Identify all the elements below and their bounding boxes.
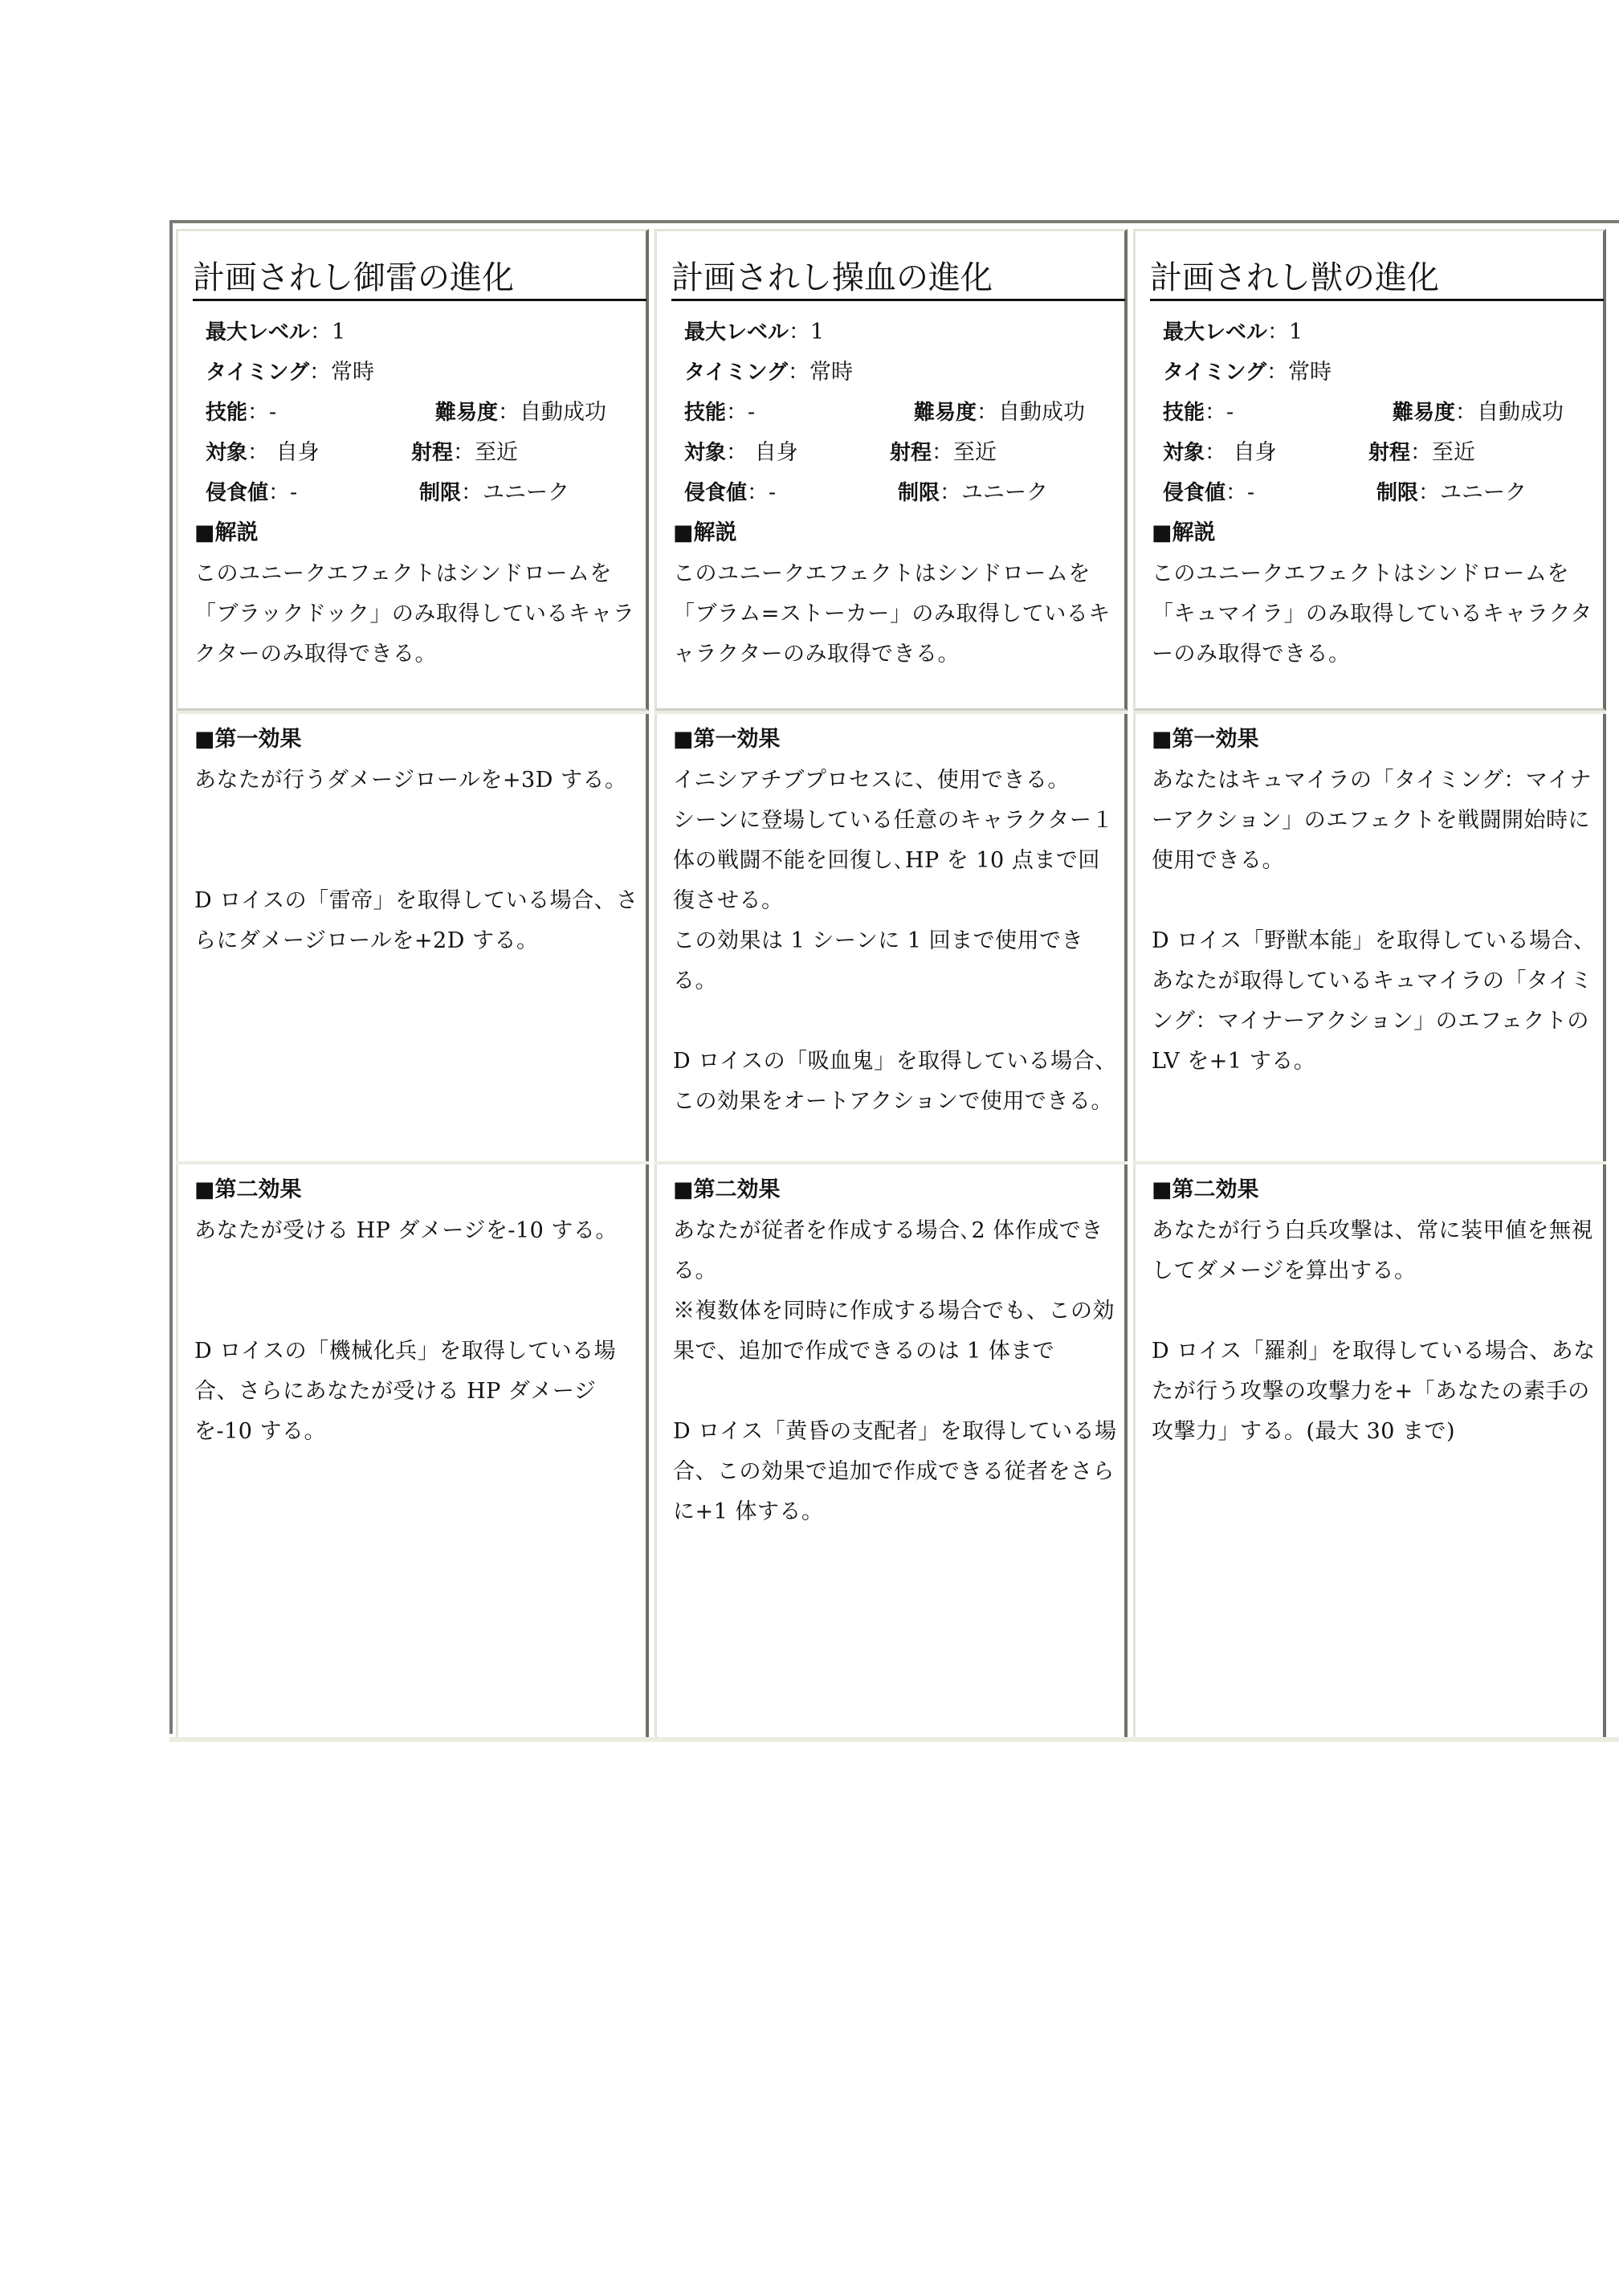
stat-restriction (1376, 479, 1527, 508)
stat-max-level (206, 318, 345, 347)
first-effect-paragraph: この効果は 1 シーンに 1 回まで使用できる。 (673, 928, 1084, 993)
stat-encroach-label: 侵食値 (206, 481, 269, 505)
description-text: このユニークエフェクトはシンドロームを「キュマイラ」のみ取得しているキャラクターのみ取得できる。 (1152, 561, 1592, 667)
stat-restriction (419, 479, 569, 508)
second-effect-cell (176, 1164, 649, 1740)
stat-max-level-label: 最大レベル (684, 320, 789, 345)
stat-max-level-value: ：1 (1267, 320, 1303, 345)
stat-range (890, 438, 997, 467)
stat-difficulty (914, 398, 1085, 427)
stat-difficulty (435, 398, 606, 427)
first-effect-paragraph: D ロイス「野獣本能」を取得している場合、あなたが取得しているキュマイラの「タイミング：マイナーアクション」のエフェクトの LV を+1 する。 (1152, 928, 1596, 1074)
stat-difficulty-value: ：自動成功 (498, 400, 607, 425)
first-effect-heading: ■第一効果 (673, 727, 781, 752)
stat-max-level (684, 318, 824, 347)
stat-skill (684, 398, 755, 427)
table-bottom-border (169, 1737, 1619, 1742)
stat-skill-value: ：- (1205, 400, 1234, 425)
stat-range (1368, 438, 1475, 467)
stat-encroach-value: ：- (1225, 480, 1255, 505)
stat-target-value: ： 自身 (1205, 440, 1277, 465)
stat-target-label: 対象 (1163, 441, 1205, 465)
first-effect-cell (655, 714, 1128, 1164)
description-heading: ■解説 (194, 520, 259, 545)
stat-max-level (1163, 318, 1303, 347)
stat-restriction-label: 制限 (1376, 481, 1419, 505)
stat-encroach-label: 侵食値 (1163, 481, 1226, 505)
first-effect-paragraph: シーンに登場している任意のキャラクター１体の戦闘不能を回復し､HP を 10 点まで回復させる。 (673, 808, 1114, 913)
second-effect-cell (1133, 1164, 1606, 1740)
stat-range-label: 射程 (411, 441, 454, 465)
stat-timing-value: ：常時 (1266, 360, 1331, 385)
second-effect-paragraph: D ロイス「黄昏の支配者」を取得している場合、この効果で追加で作成できる従者をさらに+1 体する。 (673, 1419, 1117, 1524)
second-effect-heading: ■第二効果 (194, 1177, 302, 1202)
stat-skill-value: ：- (247, 400, 277, 425)
first-effect-paragraph: D ロイスの「雷帝」を取得している場合、さらにダメージロールを+2D する。 (194, 888, 638, 953)
stat-restriction-value: ：ユニーク (461, 480, 570, 505)
stat-encroach (684, 479, 776, 508)
stat-difficulty-label: 難易度 (435, 401, 499, 425)
stat-restriction-value: ：ユニーク (940, 480, 1049, 505)
stat-target-value: ： 自身 (726, 440, 798, 465)
stat-encroach-value: ：- (268, 480, 298, 505)
stat-target-label: 対象 (206, 441, 248, 465)
stat-restriction-value: ：ユニーク (1418, 480, 1527, 505)
first-effect-heading: ■第一効果 (1152, 727, 1259, 752)
first-effect-paragraph: イニシアチブプロセスに、使用できる。 (673, 768, 1070, 793)
first-effect-paragraph: あなたが行うダメージロールを+3D する。 (194, 768, 627, 793)
stat-range (411, 438, 518, 467)
stat-skill-label: 技能 (1163, 401, 1205, 425)
stat-timing (206, 358, 374, 387)
stat-max-level-label: 最大レベル (206, 320, 311, 345)
stat-timing (684, 358, 853, 387)
effect-title: 計画されし御雷の進化 (193, 257, 646, 301)
second-effect-paragraph: D ロイスの「機械化兵」を取得している場合、さらにあなたが受ける HP ダメージを-10 する。 (194, 1339, 617, 1444)
stat-difficulty (1393, 398, 1564, 427)
description-heading: ■解説 (673, 520, 737, 545)
stat-target (684, 438, 798, 467)
first-effect-heading: ■第一効果 (194, 727, 302, 752)
stat-encroach-value: ：- (747, 480, 777, 505)
stat-target (206, 438, 320, 467)
first-effect-cell (176, 714, 649, 1164)
stat-difficulty-value: ：自動成功 (1455, 400, 1564, 425)
stat-encroach (206, 479, 297, 508)
stat-target (1163, 438, 1277, 467)
stat-restriction-label: 制限 (419, 481, 462, 505)
effect-title: 計画されし獣の進化 (1150, 257, 1604, 301)
stat-range-value: ：至近 (453, 440, 519, 465)
second-effect-paragraph: あなたが従者を作成する場合､2 体作成できる。 (673, 1218, 1103, 1283)
stat-skill-label: 技能 (206, 401, 248, 425)
stat-encroach-label: 侵食値 (684, 481, 748, 505)
stat-target-label: 対象 (684, 441, 727, 465)
effect-card-header-cell (176, 229, 649, 711)
stat-timing-label: タイミング (1163, 361, 1266, 385)
stat-skill (206, 398, 276, 427)
stat-max-level-value: ：1 (310, 320, 346, 345)
stat-skill-value: ：- (726, 400, 756, 425)
stat-range-label: 射程 (890, 441, 932, 465)
stat-timing (1163, 358, 1331, 387)
second-effect-heading: ■第二効果 (1152, 1177, 1259, 1202)
stat-difficulty-label: 難易度 (914, 401, 977, 425)
stat-timing-value: ：常時 (308, 360, 374, 385)
first-effect-paragraph: D ロイスの「吸血鬼」を取得している場合、この効果をオートアクションで使用できる。 (673, 1049, 1117, 1114)
second-effect-paragraph: D ロイス「羅刹」を取得している場合、あなたが行う攻撃の攻撃力を+「あなたの素手の攻撃力」する。(最大 30 まで) (1152, 1339, 1596, 1444)
stat-skill (1163, 398, 1234, 427)
stat-range-label: 射程 (1368, 441, 1411, 465)
stat-max-level-value: ：1 (789, 320, 825, 345)
first-effect-paragraph: あなたはキュマイラの「タイミング：マイナーアクション」のエフェクトを戦闘開始時に使用できる。 (1152, 768, 1592, 873)
stat-target-value: ： 自身 (247, 440, 320, 465)
stat-restriction (898, 479, 1048, 508)
stat-timing-value: ：常時 (787, 360, 853, 385)
stat-timing-label: タイミング (684, 361, 788, 385)
effect-card-header-cell (655, 229, 1128, 711)
first-effect-cell (1133, 714, 1606, 1164)
description-text: このユニークエフェクトはシンドロームを「ブラム=ストーカー」のみ取得しているキャラクターのみ取得できる。 (673, 561, 1111, 667)
stat-restriction-label: 制限 (898, 481, 940, 505)
second-effect-cell (655, 1164, 1128, 1740)
stat-range-value: ：至近 (932, 440, 997, 465)
stat-timing-label: タイミング (206, 361, 309, 385)
stat-skill-label: 技能 (684, 401, 727, 425)
stat-encroach (1163, 479, 1254, 508)
second-effect-paragraph: あなたが行う白兵攻撃は、常に装甲値を無視してダメージを算出する。 (1152, 1218, 1593, 1283)
stat-difficulty-value: ：自動成功 (977, 400, 1086, 425)
second-effect-paragraph: あなたが受ける HP ダメージを-10 する。 (194, 1218, 618, 1243)
second-effect-heading: ■第二効果 (673, 1177, 781, 1202)
effect-title: 計画されし操血の進化 (671, 257, 1125, 301)
stat-range-value: ：至近 (1410, 440, 1476, 465)
description-heading: ■解説 (1152, 520, 1216, 545)
second-effect-paragraph: ※複数体を同時に作成する場合でも、この効果で、追加で作成できるのは 1 体まで (673, 1299, 1115, 1364)
description-text: このユニークエフェクトはシンドロームを「ブラックドック」のみ取得しているキャラクターのみ取得できる。 (194, 561, 635, 667)
effect-card-header-cell (1133, 229, 1606, 711)
stat-max-level-label: 最大レベル (1163, 320, 1268, 345)
stat-difficulty-label: 難易度 (1393, 401, 1456, 425)
